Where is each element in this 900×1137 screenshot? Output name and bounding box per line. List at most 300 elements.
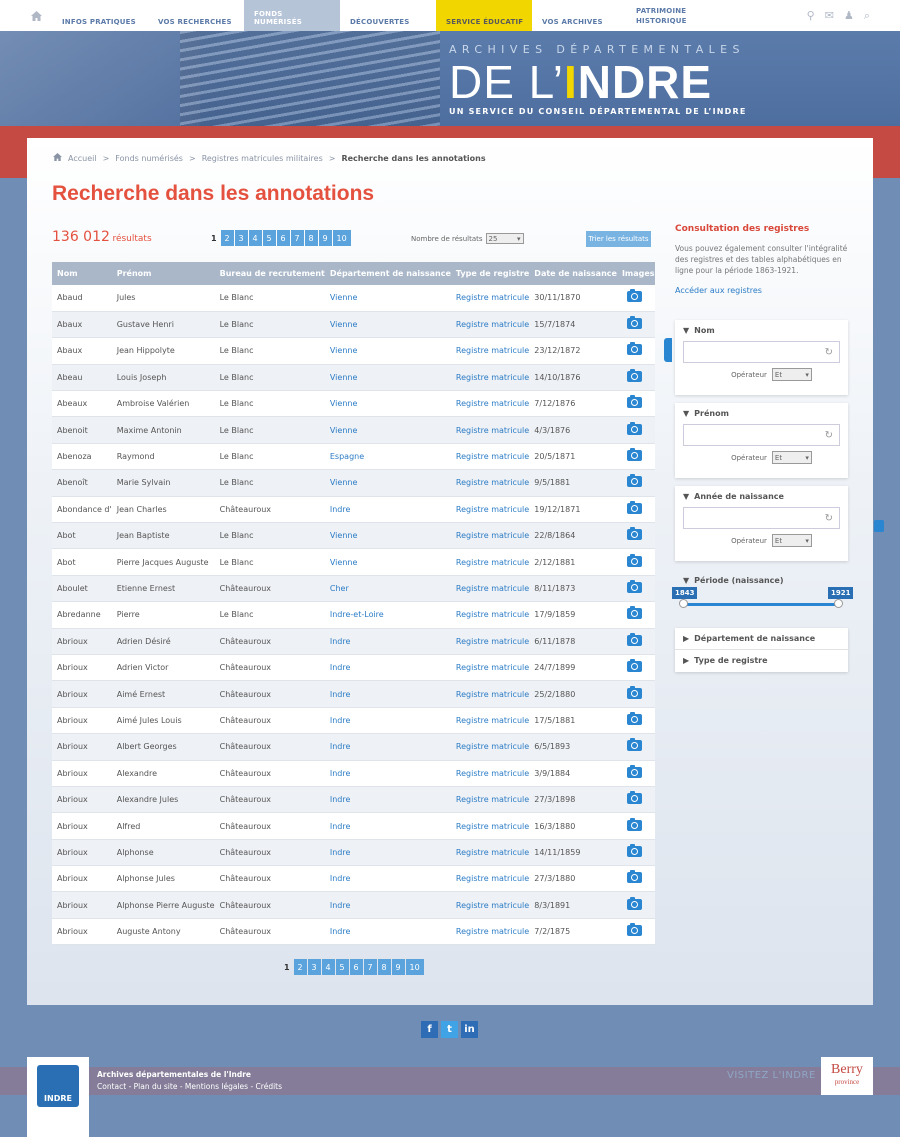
pager-current: 1	[211, 233, 217, 243]
cell-images	[617, 338, 655, 364]
cell-departement[interactable]: Indre	[325, 839, 451, 865]
cell-prenom: Jules	[112, 285, 215, 311]
nav-fonds-numerises[interactable]: FONDS NUMÉRISÉS	[244, 0, 340, 31]
slider-handle-max[interactable]	[834, 599, 843, 608]
footer-links[interactable]: Contact - Plan du site - Mentions légales - Crédits	[97, 1082, 283, 1091]
cell-date: 8/11/1873	[529, 575, 617, 601]
pager-page[interactable]: 3	[308, 959, 321, 975]
pager-page[interactable]: 9	[392, 959, 405, 975]
cell-departement[interactable]: Vienne	[325, 338, 451, 364]
cell-type[interactable]: Registre matricule	[451, 311, 529, 337]
cell-images	[617, 391, 655, 417]
nav-decouvertes[interactable]: DÉCOUVERTES	[350, 18, 410, 26]
table-header-row	[52, 262, 655, 285]
camera-icon[interactable]	[627, 371, 642, 382]
facebook-icon[interactable]: f	[421, 1021, 438, 1038]
main-panel	[27, 138, 873, 1005]
filter-annee: ▼ Année de naissance ↻ Opérateur Et ▾	[675, 486, 848, 561]
cell-nom: Abondance d'	[52, 496, 112, 522]
cell-bureau: Le Blanc	[215, 602, 325, 628]
table-row[interactable]	[52, 681, 655, 707]
cell-type[interactable]: Registre matricule	[451, 338, 529, 364]
cell-date: 8/3/1891	[529, 892, 617, 918]
cell-prenom: Albert Georges	[112, 734, 215, 760]
cell-bureau: Châteauroux	[215, 734, 325, 760]
prenom-input[interactable]	[683, 424, 840, 446]
cell-bureau: Le Blanc	[215, 364, 325, 390]
pager-page[interactable]: 9	[319, 230, 332, 246]
cell-type[interactable]: Registre matricule	[451, 813, 529, 839]
cell-nom: Abrioux	[52, 866, 112, 892]
table-row[interactable]	[52, 443, 655, 469]
cell-date: 2/12/1881	[529, 549, 617, 575]
cell-bureau: Châteauroux	[215, 866, 325, 892]
cell-date: 27/3/1880	[529, 866, 617, 892]
twitter-icon[interactable]: t	[441, 1021, 458, 1038]
filter-departement[interactable]: ▶ Département de naissance	[683, 634, 816, 643]
caret-down-icon: ▼	[683, 326, 690, 335]
cell-images	[617, 470, 655, 496]
pager-page[interactable]: 8	[305, 230, 318, 246]
camera-icon[interactable]	[627, 767, 642, 778]
cell-departement[interactable]: Indre-et-Loire	[325, 602, 451, 628]
cell-type[interactable]: Registre matricule	[451, 628, 529, 654]
camera-icon[interactable]	[627, 635, 642, 646]
pager-top	[211, 230, 351, 246]
table-row[interactable]	[52, 734, 655, 760]
cell-images	[617, 628, 655, 654]
cell-prenom: Alphonse Jules	[112, 866, 215, 892]
chevron-down-icon: ▾	[805, 453, 809, 462]
cell-date: 19/12/1871	[529, 496, 617, 522]
cell-departement[interactable]: Vienne	[325, 417, 451, 443]
cell-departement[interactable]: Vienne	[325, 549, 451, 575]
table-row[interactable]	[52, 918, 655, 944]
pager-page[interactable]: 6	[350, 959, 363, 975]
table-row[interactable]	[52, 470, 655, 496]
cell-nom: Abrioux	[52, 786, 112, 812]
cell-images	[617, 786, 655, 812]
cell-type[interactable]: Registre matricule	[451, 391, 529, 417]
table-row[interactable]	[52, 575, 655, 601]
cell-nom: Abrioux	[52, 734, 112, 760]
map-pin-icon[interactable]: ⚲	[806, 9, 815, 22]
cell-nom: Abrioux	[52, 707, 112, 733]
cell-prenom: Jean Baptiste	[112, 523, 215, 549]
cell-prenom: Jean Hippolyte	[112, 338, 215, 364]
filter-label: Nom	[694, 326, 715, 335]
pager-page[interactable]: 2	[294, 959, 307, 975]
table-row[interactable]	[52, 866, 655, 892]
cell-type[interactable]: Registre matricule	[451, 892, 529, 918]
cell-departement[interactable]: Indre	[325, 628, 451, 654]
cell-prenom: Pierre	[112, 602, 215, 628]
pager-page[interactable]: 7	[364, 959, 377, 975]
cell-prenom: Alfred	[112, 813, 215, 839]
chevron-down-icon: ▾	[805, 536, 809, 545]
cell-departement[interactable]: Indre	[325, 734, 451, 760]
cell-nom: Abenoza	[52, 443, 112, 469]
cell-departement[interactable]: Vienne	[325, 391, 451, 417]
cell-type[interactable]: Registre matricule	[451, 417, 529, 443]
cell-departement[interactable]: Indre	[325, 813, 451, 839]
cell-nom: Abrioux	[52, 760, 112, 786]
cell-departement[interactable]: Cher	[325, 575, 451, 601]
cell-date: 3/9/1884	[529, 760, 617, 786]
cell-date: 6/5/1893	[529, 734, 617, 760]
table-row[interactable]	[52, 602, 655, 628]
camera-icon[interactable]	[627, 688, 642, 699]
cell-prenom: Etienne Ernest	[112, 575, 215, 601]
periode-max-label: 1921	[828, 587, 853, 599]
table-row[interactable]	[52, 285, 655, 311]
camera-icon[interactable]	[627, 925, 642, 936]
cell-images	[617, 285, 655, 311]
nav-service-educatif[interactable]: SERVICE ÉDUCATIF	[436, 0, 532, 31]
cell-departement[interactable]: Indre	[325, 786, 451, 812]
nav-infos-pratiques[interactable]: INFOS PRATIQUES	[62, 18, 136, 26]
cell-type[interactable]: Registre matricule	[451, 866, 529, 892]
footer-logo[interactable]	[27, 1057, 89, 1137]
reset-icon: ↻	[824, 513, 833, 524]
pager-page[interactable]: 4	[249, 230, 262, 246]
linkedin-icon[interactable]: in	[461, 1021, 478, 1038]
cell-bureau: Le Blanc	[215, 470, 325, 496]
cell-prenom: Adrien Désiré	[112, 628, 215, 654]
camera-icon[interactable]	[627, 846, 642, 857]
camera-icon[interactable]	[627, 318, 642, 329]
nom-input[interactable]	[683, 341, 840, 363]
cell-prenom: Marie Sylvain	[112, 470, 215, 496]
results-table	[52, 262, 655, 945]
table-row[interactable]	[52, 786, 655, 812]
cell-images	[617, 760, 655, 786]
nav-vos-recherches[interactable]: VOS RECHERCHES	[158, 18, 232, 26]
cell-bureau: Châteauroux	[215, 681, 325, 707]
camera-icon[interactable]	[627, 608, 642, 619]
table-row[interactable]	[52, 496, 655, 522]
breadcrumb-registres[interactable]: Registres matricules militaires	[201, 153, 323, 163]
col-nom[interactable]: Nom	[52, 262, 112, 285]
cell-departement[interactable]: Indre	[325, 654, 451, 680]
breadcrumb: Accueil > Fonds numérisés > Registres matricules militaires > Recherche dans les annotations	[53, 153, 486, 163]
camera-icon[interactable]	[627, 291, 642, 302]
cell-images	[617, 839, 655, 865]
cell-images	[617, 681, 655, 707]
cell-type[interactable]: Registre matricule	[451, 654, 529, 680]
cell-prenom: Jean Charles	[112, 496, 215, 522]
cell-bureau: Châteauroux	[215, 707, 325, 733]
cell-bureau: Châteauroux	[215, 496, 325, 522]
camera-icon[interactable]	[627, 450, 642, 461]
cell-images	[617, 734, 655, 760]
cell-prenom: Raymond	[112, 443, 215, 469]
results-per-page-select[interactable]: 25 ▾	[486, 233, 524, 244]
col-bureau[interactable]: Bureau de recrutement	[215, 262, 325, 285]
pager-current: 1	[284, 962, 290, 972]
table-row[interactable]	[52, 654, 655, 680]
cell-type[interactable]: Registre matricule	[451, 470, 529, 496]
cell-departement[interactable]: Indre	[325, 707, 451, 733]
camera-icon[interactable]	[627, 503, 642, 514]
home-icon[interactable]	[53, 153, 62, 163]
pager-page[interactable]: 10	[406, 959, 424, 975]
cell-nom: Abenoît	[52, 470, 112, 496]
breadcrumb-accueil[interactable]: Accueil	[68, 153, 97, 163]
cell-bureau: Châteauroux	[215, 813, 325, 839]
cell-prenom: Gustave Henri	[112, 311, 215, 337]
access-registres-link[interactable]: Accéder aux registres	[675, 286, 762, 295]
table-row[interactable]	[52, 760, 655, 786]
cell-nom: Abaux	[52, 338, 112, 364]
results-per-page: Nombre de résultats 25 ▾	[411, 233, 524, 244]
cell-bureau: Le Blanc	[215, 549, 325, 575]
cell-date: 16/3/1880	[529, 813, 617, 839]
cell-type[interactable]: Registre matricule	[451, 496, 529, 522]
cell-images	[617, 549, 655, 575]
footer-title: Archives départementales de l'Indre	[97, 1070, 252, 1079]
chevron-down-icon: ▾	[805, 370, 809, 379]
cell-date: 20/5/1871	[529, 443, 617, 469]
camera-icon[interactable]	[627, 529, 642, 540]
cell-bureau: Châteauroux	[215, 575, 325, 601]
camera-icon[interactable]	[627, 820, 642, 831]
cell-departement[interactable]: Vienne	[325, 523, 451, 549]
cell-bureau: Le Blanc	[215, 417, 325, 443]
cell-bureau: Le Blanc	[215, 523, 325, 549]
logo-line2: DE L’INDRE	[449, 56, 713, 108]
cell-nom: Abrioux	[52, 813, 112, 839]
cell-type[interactable]: Registre matricule	[451, 918, 529, 944]
cell-bureau: Le Blanc	[215, 338, 325, 364]
breadcrumb-current: Recherche dans les annotations	[341, 153, 486, 163]
sidebar-toggle-tab[interactable]	[664, 338, 672, 362]
nav-vos-archives[interactable]: VOS ARCHIVES	[542, 18, 603, 26]
camera-icon[interactable]	[627, 344, 642, 355]
cell-prenom: Alexandre	[112, 760, 215, 786]
pager-page[interactable]: 10	[333, 230, 351, 246]
cell-images	[617, 892, 655, 918]
cell-type[interactable]: Registre matricule	[451, 549, 529, 575]
cell-date: 9/5/1881	[529, 470, 617, 496]
chevron-down-icon: ▾	[516, 234, 521, 243]
caret-right-icon: ▶	[683, 634, 690, 643]
caret-down-icon: ▼	[683, 409, 690, 418]
table-row[interactable]	[52, 417, 655, 443]
cell-prenom: Alphonse	[112, 839, 215, 865]
cell-date: 17/9/1859	[529, 602, 617, 628]
cell-bureau: Le Blanc	[215, 311, 325, 337]
cell-images	[617, 496, 655, 522]
col-images: Images	[617, 262, 655, 285]
cell-date: 22/8/1864	[529, 523, 617, 549]
breadcrumb-fonds[interactable]: Fonds numérisés	[115, 153, 183, 163]
cell-prenom: Aimé Ernest	[112, 681, 215, 707]
cell-prenom: Pierre Jacques Auguste	[112, 549, 215, 575]
cell-type[interactable]: Registre matricule	[451, 523, 529, 549]
cell-departement[interactable]: Indre	[325, 760, 451, 786]
cell-date: 7/2/1875	[529, 918, 617, 944]
berry-logo[interactable]: Berry province	[821, 1057, 873, 1095]
cell-date: 25/2/1880	[529, 681, 617, 707]
camera-icon[interactable]	[627, 397, 642, 408]
logo-line3: UN SERVICE DU CONSEIL DÉPARTEMENTAL DE L’INDRE	[449, 107, 747, 116]
table-row[interactable]	[52, 523, 655, 549]
operator-select[interactable]: Et ▾	[772, 368, 812, 381]
col-type[interactable]: Type de registre	[451, 262, 529, 285]
cell-departement[interactable]: Indre	[325, 496, 451, 522]
table-row[interactable]	[52, 338, 655, 364]
filter-prenom: ▼ Prénom ↻ Opérateur Et ▾	[675, 403, 848, 478]
camera-icon[interactable]	[627, 476, 642, 487]
table-row[interactable]	[52, 364, 655, 390]
camera-icon[interactable]	[627, 582, 642, 593]
cell-date: 4/3/1876	[529, 417, 617, 443]
cell-images	[617, 918, 655, 944]
table-row[interactable]	[52, 813, 655, 839]
camera-icon[interactable]	[627, 899, 642, 910]
cell-type[interactable]: Registre matricule	[451, 443, 529, 469]
cell-date: 17/5/1881	[529, 707, 617, 733]
caret-down-icon: ▼	[683, 576, 690, 585]
col-prenom[interactable]: Prénom	[112, 262, 215, 285]
cell-nom: Abrioux	[52, 892, 112, 918]
cell-prenom: Aimé Jules Louis	[112, 707, 215, 733]
visit-indre-link[interactable]: VISITEZ L'INDRE	[727, 1070, 816, 1081]
table-row[interactable]	[52, 628, 655, 654]
cell-nom: Abrioux	[52, 839, 112, 865]
facade-image	[180, 31, 440, 131]
sidebar-desc: Vous pouvez également consulter l'intégralité des registres et des tables alphabétiques en ligne pour la période 1863-1921.	[675, 244, 848, 275]
cell-nom: Abredanne	[52, 602, 112, 628]
pager-page[interactable]: 8	[378, 959, 391, 975]
cell-type[interactable]: Registre matricule	[451, 734, 529, 760]
user-icon[interactable]: ♟	[843, 9, 854, 22]
cell-type[interactable]: Registre matricule	[451, 364, 529, 390]
pager-bottom	[284, 959, 424, 975]
col-departement[interactable]: Département de naissance	[325, 262, 451, 285]
cell-images	[617, 575, 655, 601]
pager-page[interactable]: 2	[221, 230, 234, 246]
cell-departement[interactable]: Indre	[325, 681, 451, 707]
footer-text	[97, 1069, 282, 1093]
result-count: 136 012 résultats	[52, 229, 152, 245]
cell-images	[617, 417, 655, 443]
pager-page[interactable]: 6	[277, 230, 290, 246]
cell-type[interactable]: Registre matricule	[451, 760, 529, 786]
cell-prenom: Maxime Antonin	[112, 417, 215, 443]
page-title: Recherche dans les annotations	[52, 182, 375, 205]
top-nav	[0, 0, 900, 31]
cell-type[interactable]: Registre matricule	[451, 285, 529, 311]
cell-nom: Abenoit	[52, 417, 112, 443]
camera-icon[interactable]	[627, 424, 642, 435]
table-row[interactable]	[52, 707, 655, 733]
table-row[interactable]	[52, 549, 655, 575]
cell-bureau: Châteauroux	[215, 628, 325, 654]
cell-nom: Abrioux	[52, 654, 112, 680]
table-row[interactable]	[52, 839, 655, 865]
cell-nom: Abeaux	[52, 391, 112, 417]
table-row[interactable]	[52, 311, 655, 337]
annee-input[interactable]	[683, 507, 840, 529]
cell-type[interactable]: Registre matricule	[451, 786, 529, 812]
slider-handle-min[interactable]	[679, 599, 688, 608]
cell-departement[interactable]: Indre	[325, 892, 451, 918]
cell-nom: Abot	[52, 549, 112, 575]
cell-type[interactable]: Registre matricule	[451, 602, 529, 628]
cell-type[interactable]: Registre matricule	[451, 839, 529, 865]
cell-nom: Abaux	[52, 311, 112, 337]
pager-page[interactable]: 3	[235, 230, 248, 246]
pager-page[interactable]: 5	[263, 230, 276, 246]
cell-type[interactable]: Registre matricule	[451, 681, 529, 707]
pager-page[interactable]: 5	[336, 959, 349, 975]
site-logo[interactable]	[449, 43, 747, 116]
cell-images	[617, 523, 655, 549]
camera-icon[interactable]	[627, 872, 642, 883]
mail-icon[interactable]: ✉	[824, 9, 834, 22]
sidebar-info	[675, 224, 849, 295]
cell-date: 24/7/1899	[529, 654, 617, 680]
camera-icon[interactable]	[627, 556, 642, 567]
cell-departement[interactable]: Indre	[325, 918, 451, 944]
table-row[interactable]	[52, 892, 655, 918]
lock-icon[interactable]	[874, 520, 884, 532]
filter-type[interactable]: ▶ Type de registre	[675, 649, 848, 671]
cell-departement[interactable]: Vienne	[325, 470, 451, 496]
cell-images	[617, 866, 655, 892]
cell-prenom: Alexandre Jules	[112, 786, 215, 812]
cell-departement[interactable]: Vienne	[325, 311, 451, 337]
cell-departement[interactable]: Espagne	[325, 443, 451, 469]
search-icon[interactable]: ⌕	[863, 8, 870, 22]
periode-slider[interactable]	[683, 596, 839, 610]
cell-departement[interactable]: Vienne	[325, 364, 451, 390]
col-date[interactable]: Date de naissance	[529, 262, 617, 285]
building-image	[0, 31, 200, 131]
operator-select[interactable]: Et ▾	[772, 534, 812, 547]
cell-bureau: Le Blanc	[215, 285, 325, 311]
pager-page[interactable]: 7	[291, 230, 304, 246]
cell-prenom: Ambroise Valérien	[112, 391, 215, 417]
camera-icon[interactable]	[627, 714, 642, 725]
reset-icon: ↻	[824, 347, 833, 358]
cell-date: 14/10/1876	[529, 364, 617, 390]
cell-images	[617, 707, 655, 733]
cell-departement[interactable]: Indre	[325, 866, 451, 892]
camera-icon[interactable]	[627, 793, 642, 804]
social-links	[421, 1021, 478, 1038]
pager-page[interactable]: 4	[322, 959, 335, 975]
camera-icon[interactable]	[627, 740, 642, 751]
operator-select[interactable]: Et ▾	[772, 451, 812, 464]
table-row[interactable]	[52, 391, 655, 417]
camera-icon[interactable]	[627, 661, 642, 672]
filter-nom: ▼ Nom ↻ Opérateur Et ▾	[675, 320, 848, 395]
cell-date: 7/12/1876	[529, 391, 617, 417]
sort-button[interactable]: Trier les résultats	[586, 231, 651, 247]
cell-bureau: Le Blanc	[215, 443, 325, 469]
cell-nom: Abrioux	[52, 628, 112, 654]
cell-type[interactable]: Registre matricule	[451, 707, 529, 733]
nav-patrimoine-historique[interactable]: PATRIMOINE HISTORIQUE	[636, 7, 687, 25]
home-icon[interactable]	[20, 0, 52, 31]
cell-nom: Aboulet	[52, 575, 112, 601]
cell-departement[interactable]: Vienne	[325, 285, 451, 311]
filter-collapsed	[675, 628, 848, 672]
cell-type[interactable]: Registre matricule	[451, 575, 529, 601]
